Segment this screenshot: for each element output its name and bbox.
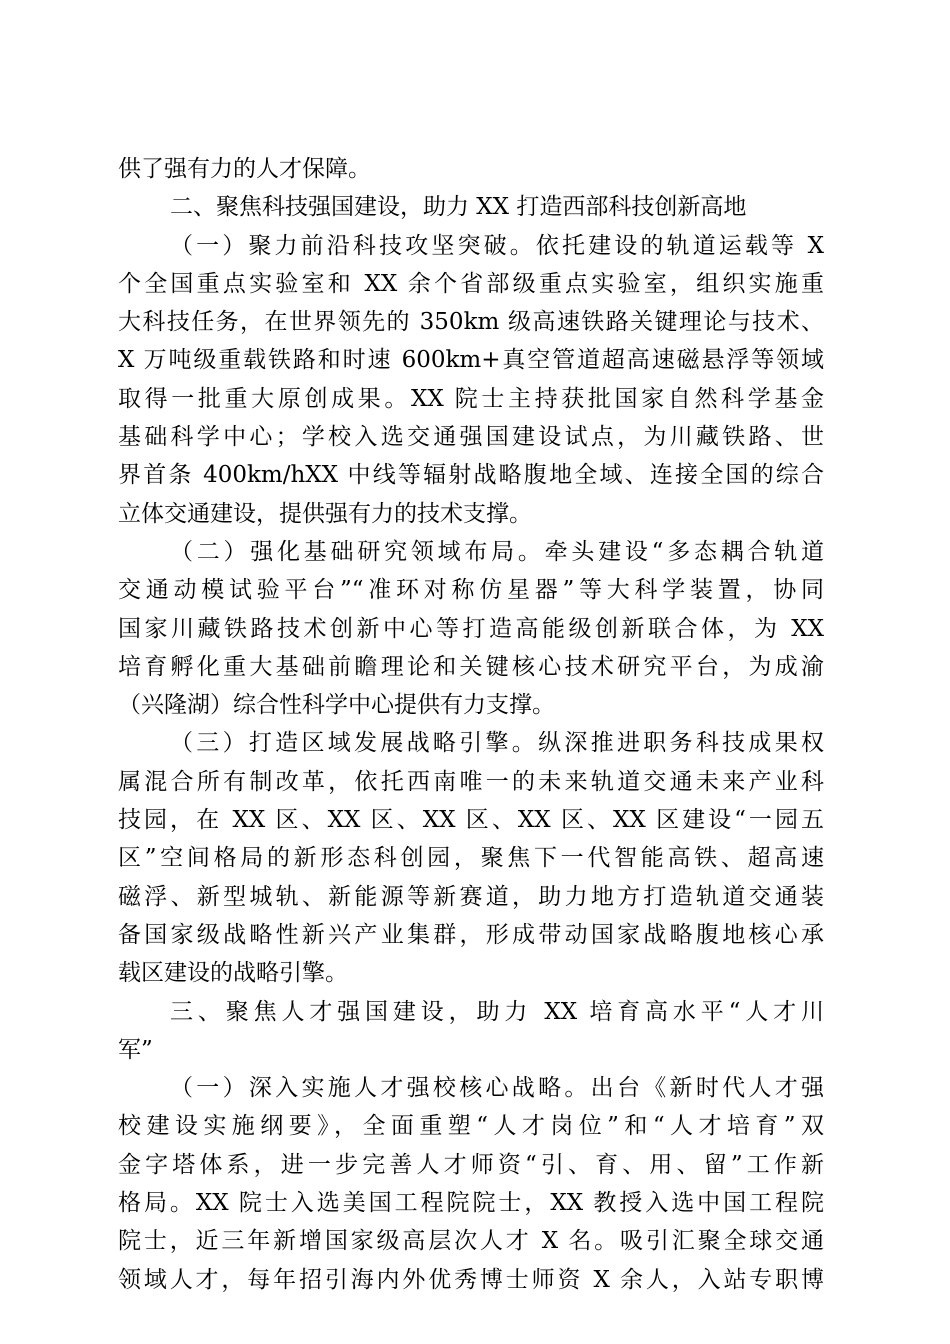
document-page xyxy=(118,150,824,1299)
paragraph-line: 区”空间格局的新形态科创园，聚焦下一代智能高铁、超高速 xyxy=(118,845,824,872)
paragraph-line: 领域人才，每年招引海内外优秀博士师资 X 余人，入站专职博 xyxy=(118,1266,824,1293)
paragraph-line: （兴隆湖）综合性科学中心提供有力支撑。 xyxy=(118,692,555,719)
paragraph-line: 国家川藏铁路技术创新中心等打造高能级创新联合体，为 XX xyxy=(118,615,824,642)
paragraph-line: 技园，在 XX 区、XX 区、XX 区、XX 区、XX 区建设“一园五 xyxy=(118,807,824,834)
paragraph-line: （一）深入实施人才强校核心战略。出台《新时代人才强 xyxy=(170,1075,824,1102)
paragraph-line: 格局。XX 院士入选美国工程院院士，XX 教授入选中国工程院 xyxy=(118,1190,824,1217)
paragraph-line: 立体交通建设，提供强有力的技术支撑。 xyxy=(118,500,532,527)
paragraph-line: 备国家级战略性新兴产业集群，形成带动国家战略腹地核心承 xyxy=(118,921,824,948)
section-heading: 军” xyxy=(118,1036,153,1063)
paragraph-line: 交通动模试验平台”“准环对称仿星器”等大科学装置，协同 xyxy=(118,577,824,604)
section-heading: 二、聚焦科技强国建设，助力 XX 打造西部科技创新高地 xyxy=(170,194,747,221)
paragraph-line: 个全国重点实验室和 XX 余个省部级重点实验室，组织实施重 xyxy=(118,270,824,297)
paragraph-line: 院士，近三年新增国家级高层次人才 X 名。吸引汇聚全球交通 xyxy=(118,1228,824,1255)
paragraph-line: 大科技任务，在世界领先的 350km 级高速铁路关键理论与技术、 xyxy=(118,309,824,336)
paragraph-line: 金字塔体系，进一步完善人才师资“引、育、用、留”工作新 xyxy=(118,1151,824,1178)
paragraph-line: （二）强化基础研究领域布局。牵头建设“多态耦合轨道 xyxy=(170,538,824,565)
paragraph-line: （一）聚力前沿科技攻坚突破。依托建设的轨道运载等 X xyxy=(170,232,824,259)
paragraph-line: 取得一批重大原创成果。XX 院士主持获批国家自然科学基金 xyxy=(118,385,824,412)
paragraph-line: 界首条 400km/hXX 中线等辐射战略腹地全域、连接全国的综合 xyxy=(118,462,824,489)
paragraph-line: 基础科学中心；学校入选交通强国建设试点，为川藏铁路、世 xyxy=(118,424,824,451)
paragraph-line: 属混合所有制改革，依托西南唯一的未来轨道交通未来产业科 xyxy=(118,768,824,795)
paragraph-line: X 万吨级重载铁路和时速 600km+真空管道超高速磁悬浮等领域 xyxy=(118,347,824,374)
paragraph-line: 磁浮、新型城轨、新能源等新赛道，助力地方打造轨道交通装 xyxy=(118,883,824,910)
section-heading: 三、聚焦人才强国建设，助力 XX 培育高水平“人才川 xyxy=(170,998,824,1025)
paragraph-line: 校建设实施纲要》，全面重塑“人才岗位”和“人才培育”双 xyxy=(118,1113,824,1140)
paragraph-line: 培育孵化重大基础前瞻理论和关键核心技术研究平台，为成渝 xyxy=(118,653,824,680)
paragraph-line: （三）打造区域发展战略引擎。纵深推进职务科技成果权 xyxy=(170,730,824,757)
paragraph-line: 载区建设的战略引擎。 xyxy=(118,960,348,987)
paragraph-line: 供了强有力的人才保障。 xyxy=(118,156,371,182)
